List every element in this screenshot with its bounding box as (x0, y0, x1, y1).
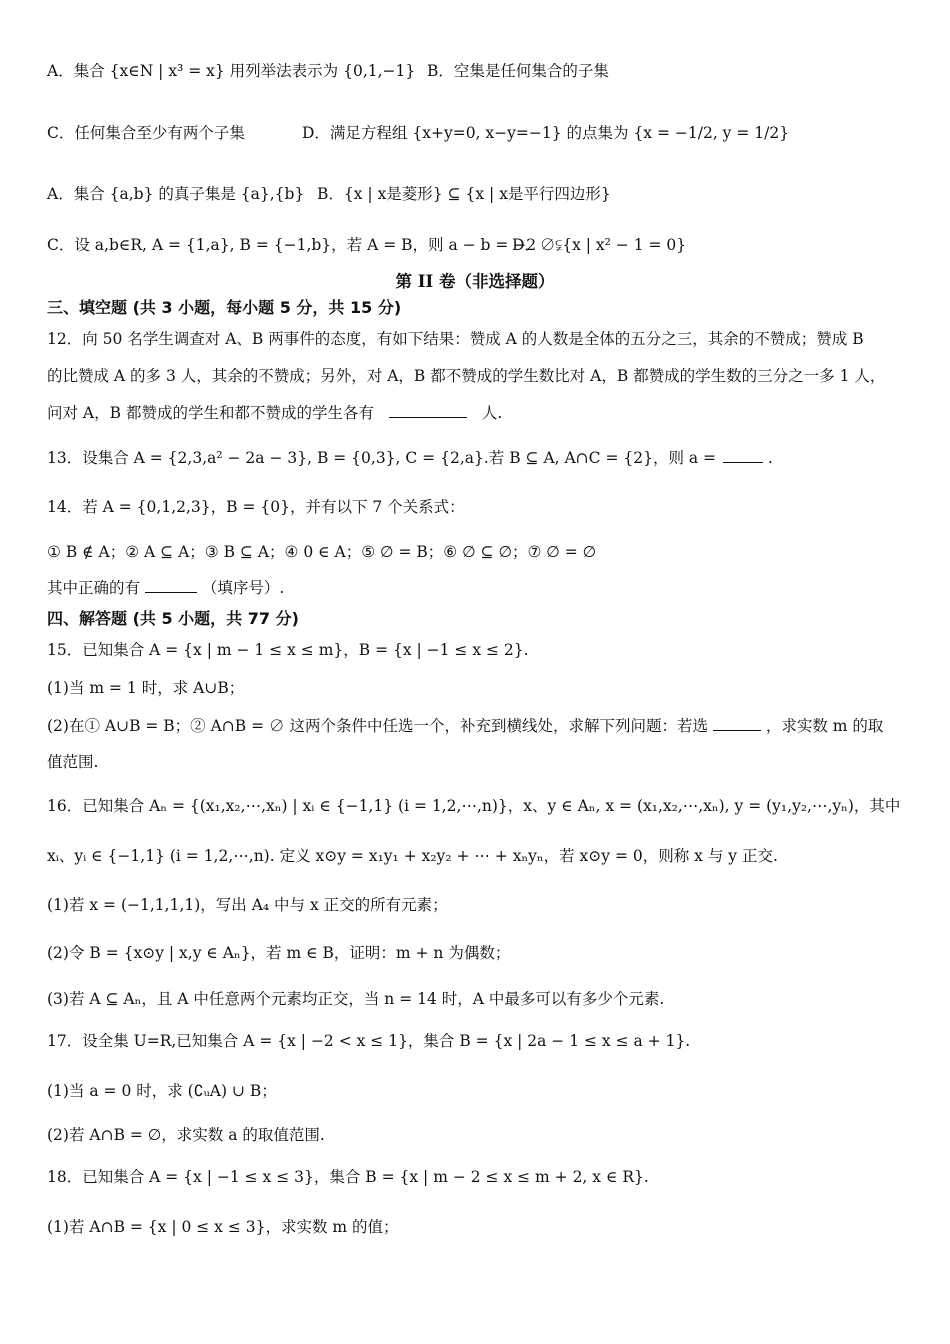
q11-row-ab (47, 183, 910, 205)
q13-answer-blank[interactable] (723, 447, 763, 463)
q16-part1: (1)若 x = (−1,1,1,1)，写出 A₄ 中与 x 正交的所有元素； (47, 896, 448, 914)
volume2-title: 第 II 卷（非选择题） (395, 272, 555, 291)
q12-line3 (47, 402, 910, 424)
q15-line4: 值范围. (47, 753, 99, 771)
q12-line2: 的比赞成 A 的多 3 人，其余的不赞成；另外，对 A，B 都不赞成的学生数比对 A，B 都赞成的学生数的三分之一多 1 人， (47, 367, 886, 385)
q16-part3: (3)若 A ⊆ Aₙ，且 A 中任意两个元素均正交，当 n = 14 时，A 中最多可以有多少个元素. (47, 990, 665, 1008)
q15-choice-blank[interactable] (713, 715, 761, 731)
q14-answer-blank[interactable] (145, 577, 197, 593)
q11-option-c: C．设 a,b∈R, A = {1,a}, B = {−1,b}，若 A = B，则 a − b = −2 (47, 236, 537, 254)
q15-part1: (1)当 m = 1 时，求 A∪B； (47, 679, 245, 697)
q16-part2: (2)令 B = {x⊙y | x,y ∈ Aₙ}，若 m ∈ B，证明：m + n 为偶数； (47, 944, 511, 962)
q10-option-d: D．满足方程组 {x+y=0, x−y=−1} 的点集为 {x = −1/2, y = 1/2} (302, 124, 790, 142)
q10-option-c: C．任何集合至少有两个子集 (47, 124, 245, 142)
q10-option-a: A．集合 {x∈N | x³ = x} 用列举法表示为 {0,1,−1} (47, 62, 416, 80)
q10-row-ab (47, 60, 910, 82)
q12-line3-end: 人. (481, 404, 503, 422)
q14-line3-end: （填序号）. (201, 579, 285, 597)
q18-line1: 18．已知集合 A = {x | −1 ≤ x ≤ 3}，集合 B = {x | m − 2 ≤ x ≤ m + 2, x ∈ R}. (47, 1168, 649, 1186)
q17-part1: (1)当 a = 0 时，求 (∁ᵤA) ∪ B； (47, 1082, 277, 1100)
q15-part2-text: (2)在① A∪B = B；② A∩B = ∅ 这两个条件中任选一个，补充到横线处，求解下列问题：若选 (47, 717, 708, 735)
q11-option-b: B．{x | x是菱形} ⊆ {x | x是平行四边形} (317, 185, 611, 203)
q11-row-cd (47, 234, 910, 256)
section4-title: 四、解答题 (共 5 小题，共 77 分) (47, 609, 299, 628)
q11-option-d: D．∅⫋{x | x² − 1 = 0} (512, 236, 687, 254)
q13-end: . (767, 449, 773, 467)
q15-part2 (47, 715, 910, 737)
q15-line1: 15．已知集合 A = {x | m − 1 ≤ x ≤ m}，B = {x | −1 ≤ x ≤ 2}. (47, 641, 529, 659)
q11-option-a: A．集合 {a,b} 的真子集是 {a},{b} (47, 185, 305, 203)
q10-row-cd (47, 122, 910, 144)
q15-part2-end: ，求实数 m 的取 (765, 717, 884, 735)
q16-line2: xᵢ、yᵢ ∈ {−1,1} (i = 1,2,⋯,n). 定义 x⊙y = x₁y₁ + x₂y₂ + ⋯ + xₙyₙ，若 x⊙y = 0，则称 x 与 y 正交. (47, 847, 778, 865)
q13-line (47, 447, 910, 469)
q12-line1: 12．向 50 名学生调查对 A、B 两事件的态度，有如下结果：赞成 A 的人数是全体的五分之三，其余的不赞成；赞成 B (47, 330, 864, 348)
q17-part2: (2)若 A∩B = ∅，求实数 a 的取值范围. (47, 1126, 325, 1144)
q13-text: 13．设集合 A = {2,3,a² − 2a − 3}, B = {0,3}, C = {2,a}.若 B ⊆ A, A∩C = {2}，则 a = (47, 449, 717, 467)
q14-line1: 14．若 A = {0,1,2,3}，B = {0}，并有以下 7 个关系式： (47, 498, 465, 516)
q14-relations: ① B ∉ A；② A ⊆ A；③ B ⊆ A；④ 0 ∈ A；⑤ ∅ = B；⑥ ∅ ⊆ ∅；⑦ ∅ = ∅ (47, 543, 597, 561)
q10-option-b: B．空集是任何集合的子集 (427, 62, 609, 80)
q17-line1: 17．设全集 U=R,已知集合 A = {x | −2 < x ≤ 1}，集合 B = {x | 2a − 1 ≤ x ≤ a + 1}. (47, 1032, 691, 1050)
q14-line3 (47, 577, 910, 599)
q16-line1: 16．已知集合 Aₙ = {(x₁,x₂,⋯,xₙ) | xᵢ ∈ {−1,1} (i = 1,2,⋯,n)}，x、y ∈ Aₙ, x = (x₁,x₂,⋯,xₙ), y = (y₁,y₂,⋯,yₙ)，其中 (47, 797, 901, 815)
q14-line3-text: 其中正确的有 (47, 579, 141, 597)
q12-line3-text: 问对 A，B 都赞成的学生和都不赞成的学生各有 (47, 404, 374, 422)
q12-answer-blank[interactable] (389, 402, 467, 418)
q18-part1: (1)若 A∩B = {x | 0 ≤ x ≤ 3}，求实数 m 的值； (47, 1218, 399, 1236)
section3-title: 三、填空题 (共 3 小题，每小题 5 分，共 15 分) (47, 298, 402, 317)
